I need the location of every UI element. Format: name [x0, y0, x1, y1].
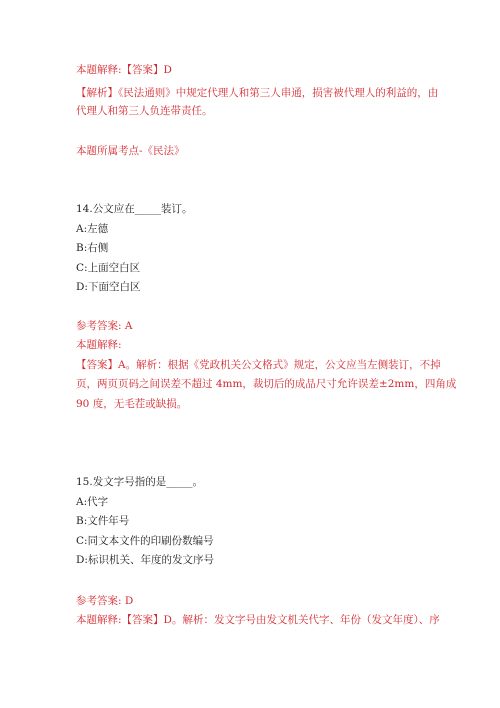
q14-explanation-line-2: 页，两页页码之间误差不超过 4mm，裁切后的成品尺寸允许误差±2mm，四角成 — [76, 378, 457, 390]
q14-reference-answer: 参考答案: A — [76, 320, 133, 332]
q15-option-d: D:标识机关、年度的发文序号 — [76, 554, 214, 566]
q13-answer-line: 本题解释:【答案】D — [76, 64, 172, 76]
q14-option-d: D:下面空白区 — [76, 281, 141, 293]
q14-explanation-line-1: 【答案】A。解析：根据《党政机关公文格式》规定，公文应当左侧装订，不掉 — [76, 359, 441, 371]
q15-stem: 15.发文字号指的是_____。 — [76, 476, 203, 488]
q15-explanation-line-1: 本题解释:【答案】D。解析：发文字号由发文机关代字、年份（发文年度）、序 — [76, 614, 440, 626]
q14-explanation-label: 本题解释: — [76, 339, 122, 351]
q13-analysis-line-2: 代理人和第三人负连带责任。 — [76, 105, 213, 117]
q15-reference-answer: 参考答案: D — [76, 595, 134, 607]
q15-option-c: C:同文本文件的印刷份数编号 — [76, 535, 214, 547]
q14-option-a: A:左德 — [76, 223, 109, 235]
q14-stem: 14.公文应在_____装订。 — [76, 203, 193, 215]
q13-topic: 本题所属考点-《民法》 — [76, 145, 185, 157]
q14-option-b: B:右侧 — [76, 242, 109, 254]
q13-analysis-line-1: 【解析】《民法通则》中规定代理人和第三人串通，损害被代理人的利益的，由 — [76, 87, 439, 99]
q15-option-a: A:代字 — [76, 496, 109, 508]
q14-option-c: C:上面空白区 — [76, 262, 141, 274]
q15-option-b: B:文件年号 — [76, 515, 130, 527]
q14-explanation-line-3: 90 度，无毛茬或缺损。 — [76, 398, 188, 410]
